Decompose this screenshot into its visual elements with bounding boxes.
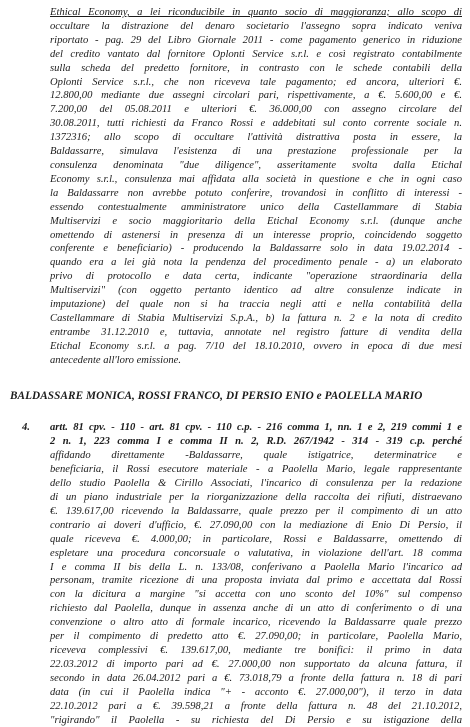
text-line: 1372316; allo scopo di occultare l'attività distrattiva posta in essere, la: [50, 131, 462, 145]
text-line: beneficiaria, il Rossi esecutore materiale - a Paolella Mario, legale rappresentante: [50, 463, 462, 477]
text-line: "rigirando" il Paolella - su richiesta del Di Persio e su istigazione della: [50, 714, 462, 727]
text-line: Castellammare di Stabia Multiservizi S.p.A., b) la fattura n. 2 e la nota di credito: [50, 312, 462, 326]
text-line: del credito vantato dal fornitore Oplonti Service s.r.l. e così registrato contabilmente: [50, 48, 462, 62]
text-line: convenzione o altro atto di formale incarico, ricevendo la Baldassarre quale prezzo: [50, 616, 462, 630]
text-line: essendo contestualmente amministratore unico della Castellammare di Stabia: [50, 201, 462, 215]
text-line: Multiservizi e socio maggioritario della Etichal Economy s.r.l. (dunque anche: [50, 215, 462, 229]
text-line: personam, tramite ricezione di una proposta inviata dal primo e accettata dal Rossi: [50, 574, 462, 588]
text-line: secondo in data 26.04.2012 pari a €. 73.018,79 a fronte della fattura n. 18 di pari: [50, 672, 462, 686]
text-line: riceveva complessivi €. 139.617,00, mediante tre bonifici: il primo in data: [50, 644, 462, 658]
text-line: per il compimento di predetto atto €. 27.090,00; in particolare, Paolella Mario,: [50, 630, 462, 644]
text-line: consulenza denominata "due diligence", asseritamente svolta dalla Etichal: [50, 159, 462, 173]
text-line: con la dicitura a margine "si accetta con uno sconto del 10%" sul compenso: [50, 588, 462, 602]
text-line: quale riceveva €. 4.000,00; in particolare, Rossi e Baldassarre, omettendo di: [50, 533, 462, 547]
text-line: imputazione) del quale non si ha traccia negli atti e nella contabilità della: [50, 298, 462, 312]
text-line: 30.08.2011, tutti richiesti da Franco Rossi e addebitati sul conto corrente sociale n.: [50, 117, 462, 131]
text-line: occultare la distrazione del denaro societario l'assegno sopra indicato veniva: [50, 20, 462, 34]
text-line: espletare una procedura concorsuale o valutativa, in violazione dell'art. 18 comma: [50, 547, 462, 561]
text-line: quando era a lei già nota la pendenza del procedimento penale - a) un elaborato: [50, 256, 462, 270]
text-line: contrario ai doveri d'ufficio, €. 27.090,00 con la mediazione di Enio Di Persio, il: [50, 519, 462, 533]
list-item: [10, 421, 462, 727]
text-line: 12.800,00 mediante due assegni circolari pari, rispettivamente, a €. 5.600,00 e €.: [50, 89, 462, 103]
text-line: artt. 81 cpv. - 110 - art. 81 cpv. - 110 c.p. - 216 comma 1, nn. 1 e 2, 219 commi 1 e: [50, 421, 462, 435]
text-line: €. 139.617,00 ricevendo la Baldassarre, quale prezzo per il compimento di un atto: [50, 505, 462, 519]
text-line: richiesto dal Paolella, dunque in assenza anche di un atto di conferimento o di una: [50, 602, 462, 616]
text-line: Economy s.r.l., consulenza mai affidata alla società in questione e che in ogni caso: [50, 173, 462, 187]
paragraph-continuation: [50, 6, 462, 368]
item-number: 4.: [22, 421, 42, 727]
text-line: Etichal Economy s.r.l. a pag. 7/10 del 18.10.2010, ovvero in epoca di due mesi: [50, 340, 462, 354]
text-line: 22.10.2012 pari a €. 39.598,21 a fronte della fattura n. 48 del 21.10.2012,: [50, 700, 462, 714]
item-body: [50, 421, 462, 727]
text-line: antecedente all'loro emissione.: [50, 354, 462, 368]
text-line: omettendo di astenersi in presenza di un interesse proprio, coincidendo soggetto: [50, 229, 462, 243]
text-line: di un piano industriale per la riorganizzazione della raccolta dei rifiuti, distraevano: [50, 491, 462, 505]
text-line: data (in cui il Paolella indica "+ - acconto €. 27.000,00"), il terzo in data: [50, 686, 462, 700]
text-line: I e comma II bis della L. n. 133/08, conferivano a Paolella Mario l'incarico ad: [50, 561, 462, 575]
text-line: privo di protocollo e data certa, indicante "operazione straordinaria della: [50, 270, 462, 284]
text-line: entrambe 31.12.2010 e, tuttavia, annotate nel registro fatture di vendita della: [50, 326, 462, 340]
text-line: 7.200,00 del 05.08.2011 e ulteriori €. 36.000,00 con assegno circolare del: [50, 103, 462, 117]
text-line: la Baldassarre non avrebbe potuto conferire, trovandosi in conflitto di interessi -: [50, 187, 462, 201]
text-line: Oplonti Service s.r.l., che non riceveva tale pagamento; ed ancora, ulteriori €.: [50, 76, 462, 90]
text-line: affidando direttamente -Baldassarre, quale istigatrice, determinatrice e: [50, 449, 462, 463]
text-line: 2 n. 1, 223 comma I e comma II n. 2, R.D. 267/1942 - 314 - 319 c.p. perché: [50, 435, 462, 449]
text-line: Ethical Economy, a lei riconducibile in quanto socio di maggioranza; allo scopo di: [50, 6, 462, 20]
text-line: riportato - pag. 29 del Libro Giornale 2011 - come pagamento generico in riduzione: [50, 34, 462, 48]
section-heading: BALDASSARE MONICA, ROSSI FRANCO, DI PERSIO ENIO e PAOLELLA MARIO: [10, 390, 462, 404]
text-line: Baldassarre, simulava l'esistenza di una prestazione professionale per la: [50, 145, 462, 159]
text-line: Multiservizi" (con oggetto pertanto identico ad altre consulenze indicate in: [50, 284, 462, 298]
text-line: sulla scheda del predetto fornitore, in contrasto con le schede contabili della: [50, 62, 462, 76]
text-line: dello studio Paolella & Cirillo Associati, l'incarico di consulenza per la redazione: [50, 477, 462, 491]
text-line: conferente e beneficiario) - producendo la Baldassarre solo in data 19.02.2014 -: [50, 242, 462, 256]
text-line: 22.03.2012 di importo pari ad €. 27.000,00 non supportato da alcuna fattura, il: [50, 658, 462, 672]
